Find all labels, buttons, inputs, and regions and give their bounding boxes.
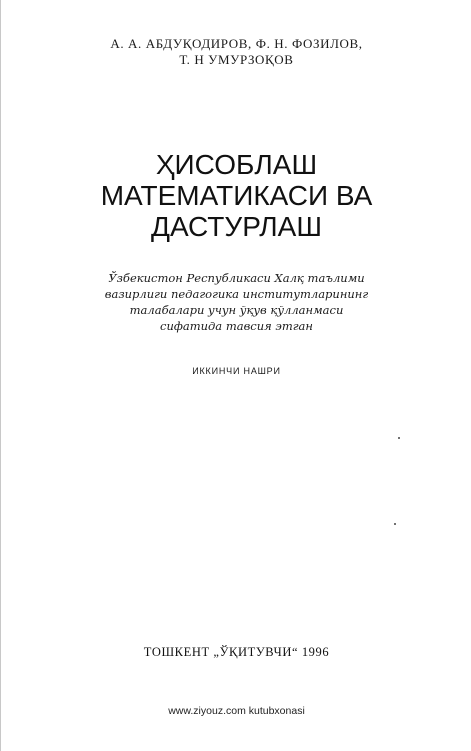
- book-title-line-1: ҲИСОБЛАШ: [155, 149, 318, 180]
- print-speck: [398, 437, 400, 439]
- library-watermark: www.ziyouz.com kutubxonasi: [168, 705, 305, 717]
- book-title-line-2: МАТЕМАТИКАСИ ВА: [100, 180, 373, 211]
- approval-note-line-3: талабалари учун ўқув қўлланмаси: [129, 303, 344, 317]
- publisher-imprint: ТОШКЕНТ „ЎҚИТУВЧИ“ 1996: [143, 645, 330, 659]
- approval-note-line-2: вазирлиги педагогика институтларининг: [104, 287, 369, 301]
- edition-label: ИККИНЧИ НАШРИ: [192, 366, 281, 376]
- print-speck: [394, 523, 396, 525]
- authors-line-2: Т. Н УМУРЗОҚОВ: [179, 52, 294, 67]
- approval-note-line-4: сифатида тавсия этган: [160, 319, 313, 333]
- authors-line-1: А. А. АБДУҚОДИРОВ, Ф. Н. ФОЗИЛОВ,: [110, 36, 363, 51]
- approval-note-line-1: Ўзбекистон Республикаси Халқ таълими: [108, 271, 365, 285]
- book-title-line-3: ДАСТУРЛАШ: [150, 211, 323, 242]
